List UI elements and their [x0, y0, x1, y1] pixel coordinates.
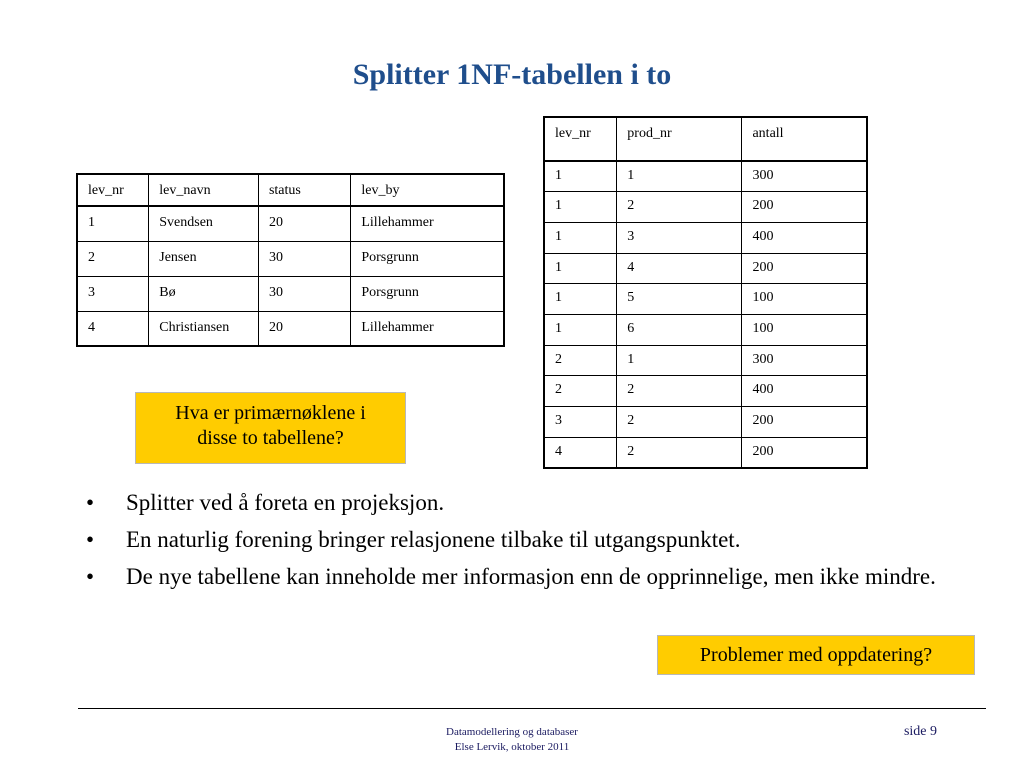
- column-header: lev_nr: [77, 174, 149, 206]
- table-cell: 4: [77, 311, 149, 346]
- table-row: [544, 161, 867, 192]
- table-row: [77, 311, 504, 346]
- table-row: [544, 345, 867, 376]
- primary-key-question-callout: [135, 392, 406, 464]
- bullet-text: De nye tabellene kan inneholde mer informasjon enn de opprinnelige, men ikke mindre.: [126, 564, 936, 589]
- table-cell: 200: [742, 407, 867, 438]
- table-row: [544, 284, 867, 315]
- table-cell: 100: [742, 314, 867, 345]
- update-problem-callout: Problemer med oppdatering?: [657, 635, 975, 675]
- table-cell: 5: [617, 284, 742, 315]
- table-cell: 1: [544, 222, 617, 253]
- page-number: side 9: [903, 724, 937, 739]
- bullet-item: [86, 489, 966, 517]
- bullet-marker: •: [86, 527, 95, 552]
- table-cell: Christiansen: [149, 311, 259, 346]
- column-header: lev_navn: [149, 174, 259, 206]
- table-cell: 3: [77, 276, 149, 311]
- table-row: [544, 192, 867, 223]
- table-row: [77, 206, 504, 241]
- table-cell: Svendsen: [149, 206, 259, 241]
- bullet-item: [86, 526, 966, 554]
- column-header: lev_by: [351, 174, 504, 206]
- table-cell: 300: [742, 161, 867, 192]
- table-cell: 1: [617, 161, 742, 192]
- table-cell: 30: [258, 241, 350, 276]
- supplier-table: [76, 173, 505, 347]
- delivery-table: [543, 116, 868, 469]
- footer-author: Else Lervik, oktober 2011: [454, 741, 570, 753]
- table-cell: 20: [258, 206, 350, 241]
- table-cell: 100: [742, 284, 867, 315]
- table-cell: 1: [77, 206, 149, 241]
- table-cell: Lillehammer: [351, 206, 504, 241]
- table-row: [544, 222, 867, 253]
- table-cell: 1: [544, 314, 617, 345]
- table-cell: 200: [742, 437, 867, 468]
- table-cell: 1: [544, 161, 617, 192]
- table-cell: Porsgrunn: [351, 276, 504, 311]
- table-row: [544, 437, 867, 468]
- table-row: [77, 241, 504, 276]
- bullet-text: En naturlig forening bringer relasjonene tilbake til utgangspunktet.: [126, 527, 741, 552]
- column-header: prod_nr: [617, 117, 742, 161]
- table-cell: Jensen: [149, 241, 259, 276]
- table-row: [544, 376, 867, 407]
- table-header-row: [77, 174, 504, 206]
- table-cell: 2: [617, 192, 742, 223]
- table-cell: Porsgrunn: [351, 241, 504, 276]
- table-cell: 200: [742, 192, 867, 223]
- table-cell: 3: [544, 407, 617, 438]
- table-cell: 2: [617, 437, 742, 468]
- callout-line: disse to tabellene?: [197, 427, 344, 449]
- table-cell: 6: [617, 314, 742, 345]
- table-cell: 2: [617, 407, 742, 438]
- table-cell: 1: [544, 253, 617, 284]
- footer: [0, 725, 1024, 755]
- table-cell: 2: [544, 376, 617, 407]
- table-cell: 400: [742, 222, 867, 253]
- footer-course: Datamodellering og databaser: [446, 726, 578, 738]
- table-cell: 2: [544, 345, 617, 376]
- table-cell: 2: [617, 376, 742, 407]
- table-cell: 1: [544, 284, 617, 315]
- bullet-item: [86, 563, 966, 591]
- table-cell: 200: [742, 253, 867, 284]
- table-cell: 30: [258, 276, 350, 311]
- table-cell: 300: [742, 345, 867, 376]
- callout-line: Hva er primærnøklene i: [175, 402, 366, 424]
- bullet-text: Splitter ved å foreta en projeksjon.: [126, 490, 445, 515]
- bullet-marker: •: [86, 490, 95, 515]
- bullet-list: [86, 489, 966, 600]
- table-cell: 4: [617, 253, 742, 284]
- column-header: lev_nr: [544, 117, 617, 161]
- table-row: [77, 276, 504, 311]
- table-cell: Bø: [149, 276, 259, 311]
- column-header: status: [258, 174, 350, 206]
- table-cell: Lillehammer: [351, 311, 504, 346]
- footer-divider: [78, 708, 986, 709]
- bullet-marker: •: [86, 564, 95, 589]
- table-cell: 2: [77, 241, 149, 276]
- table-header-row: [544, 117, 867, 161]
- table-cell: 1: [544, 192, 617, 223]
- slide-title: Splitter 1NF-tabellen i to: [352, 58, 672, 91]
- table-row: [544, 407, 867, 438]
- table-cell: 400: [742, 376, 867, 407]
- table-cell: 4: [544, 437, 617, 468]
- table-cell: 3: [617, 222, 742, 253]
- table-row: [544, 253, 867, 284]
- table-cell: 20: [258, 311, 350, 346]
- table-row: [544, 314, 867, 345]
- column-header: antall: [742, 117, 867, 161]
- table-cell: 1: [617, 345, 742, 376]
